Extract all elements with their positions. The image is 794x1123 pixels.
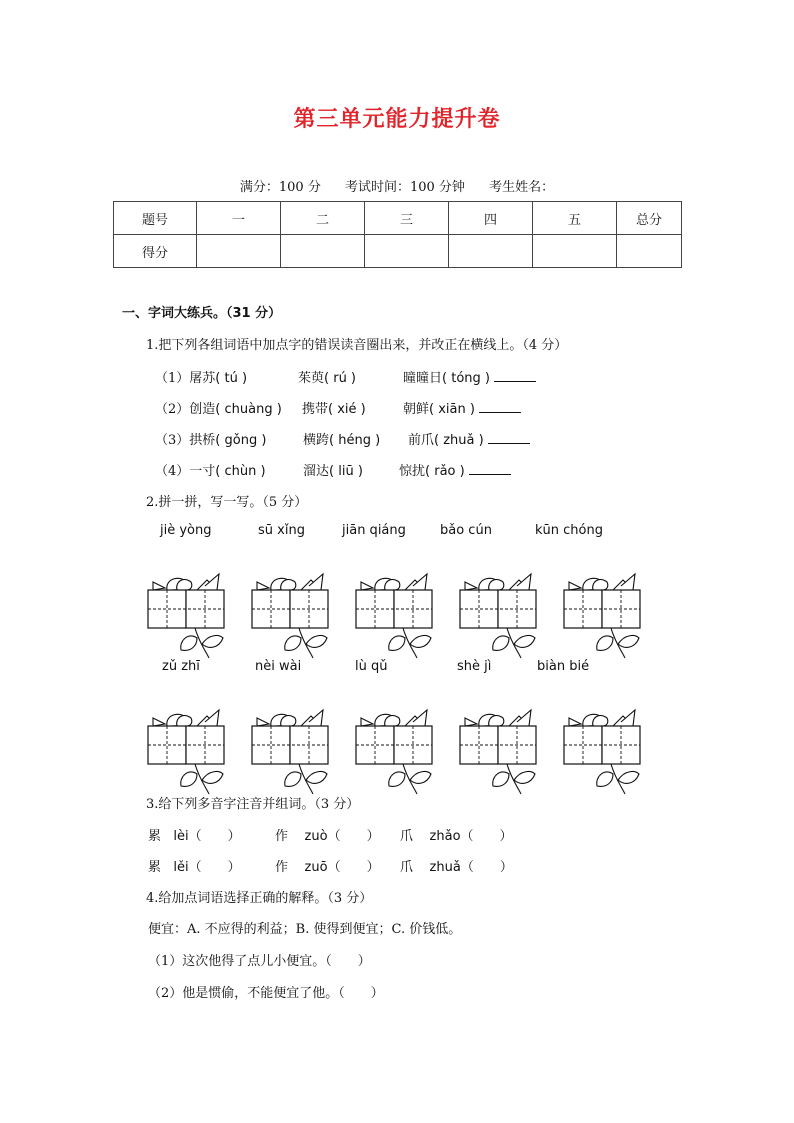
pinyin-label: lù qǔ: [355, 659, 388, 674]
exam-info: [0, 176, 794, 195]
q3-item: 累 lèi（ ）: [148, 829, 241, 844]
q3-item: 作 zuō（ ）: [275, 860, 380, 875]
q2-prompt: 2.拼一拼，写一写。（5 分）: [146, 495, 308, 510]
pinyin-label: biàn bié: [537, 659, 590, 674]
writing-grid[interactable]: [355, 701, 435, 805]
score-table-header: [114, 202, 682, 235]
answer-blank[interactable]: [494, 369, 536, 382]
score-cell[interactable]: [533, 235, 617, 268]
pinyin-label: shè jì: [457, 659, 492, 674]
pinyin-label: jiè yòng: [160, 523, 212, 538]
score-table-row: [114, 235, 682, 268]
score-cell[interactable]: [281, 235, 365, 268]
q1-item: 横跨( héng ): [303, 433, 381, 448]
q1-item: 携带( xié ): [302, 402, 366, 417]
q1-row: （3）拱桥( gǒng ): [155, 433, 267, 448]
score-cell[interactable]: [617, 235, 682, 268]
pinyin-label: bǎo cún: [440, 523, 492, 538]
writing-grid[interactable]: [147, 565, 227, 669]
score-cell[interactable]: [365, 235, 449, 268]
pinyin-label: nèi wài: [255, 659, 302, 674]
answer-blank[interactable]: [488, 431, 530, 444]
q1-row: （1）屠苏( tú ): [155, 371, 248, 386]
page-title: 第三单元能力提升卷: [293, 107, 501, 132]
q4-item: （1）这次他得了点儿小便宜。（ ）: [148, 954, 371, 969]
writing-grid[interactable]: [251, 565, 331, 669]
writing-grid[interactable]: [355, 565, 435, 669]
q1-prompt: 1.把下列各组词语中加点字的错误读音圈出来，并改正在横线上。（4 分）: [146, 338, 568, 353]
q3-item: 爪 zhuǎ（ ）: [400, 860, 513, 875]
q1-item: 朝鲜( xiān ): [403, 398, 521, 417]
score-table: [113, 201, 682, 268]
writing-grid[interactable]: [459, 565, 539, 669]
pinyin-label: jiān qiáng: [342, 523, 406, 538]
q3-item: 爪 zhǎo（ ）: [400, 829, 513, 844]
q3-item: 累 lěi（ ）: [148, 860, 241, 875]
q3-item: 作 zuò（ ）: [275, 829, 380, 844]
pinyin-label: zǔ zhī: [162, 659, 200, 674]
q4-item: （2）他是惯偷，不能便宜了他。（ ）: [148, 986, 384, 1001]
q1-row: （4）一寸( chùn ): [155, 464, 266, 479]
q4-prompt: 4.给加点词语选择正确的解释。（3 分）: [146, 891, 373, 906]
q1-item: 前爪( zhuǎ ): [408, 429, 530, 448]
score-cell[interactable]: [197, 235, 281, 268]
score-header-cell: 总分: [617, 202, 682, 235]
q1-item: 茱萸( rú ): [298, 371, 357, 386]
answer-blank[interactable]: [469, 462, 511, 475]
score-header-cell: 题号: [114, 202, 197, 235]
student-name-label: 考生姓名：: [489, 180, 555, 195]
q4-definition: 便宜：A. 不应得的利益；B. 使得到便宜；C. 价钱低。: [148, 922, 462, 937]
writing-grid[interactable]: [563, 701, 643, 805]
writing-grid[interactable]: [147, 701, 227, 805]
full-score: 满分：100 分: [239, 180, 321, 195]
score-header-cell: 三: [365, 202, 449, 235]
q1-item: 曈曈日( tóng ): [403, 367, 536, 386]
writing-grid[interactable]: [459, 701, 539, 805]
score-header-cell: 二: [281, 202, 365, 235]
score-header-cell: 一: [197, 202, 281, 235]
pinyin-label: sū xǐng: [258, 523, 305, 538]
writing-grid[interactable]: [251, 701, 331, 805]
exam-time: 考试时间：100 分钟: [344, 180, 465, 195]
q1-item: 惊扰( rǎo ): [399, 460, 511, 479]
q1-item: 溜达( liū ): [303, 464, 363, 479]
q3-prompt: 3.给下列多音字注音并组词。（3 分）: [146, 797, 360, 812]
writing-grid[interactable]: [563, 565, 643, 669]
score-header-cell: 四: [449, 202, 533, 235]
section-heading: 一、字词大练兵。（31 分）: [122, 306, 282, 321]
score-header-cell: 五: [533, 202, 617, 235]
pinyin-label: kūn chóng: [535, 523, 603, 538]
q1-row: （2）创造( chuàng ): [155, 402, 282, 417]
score-row-label: 得分: [114, 235, 197, 268]
score-cell[interactable]: [449, 235, 533, 268]
answer-blank[interactable]: [479, 400, 521, 413]
